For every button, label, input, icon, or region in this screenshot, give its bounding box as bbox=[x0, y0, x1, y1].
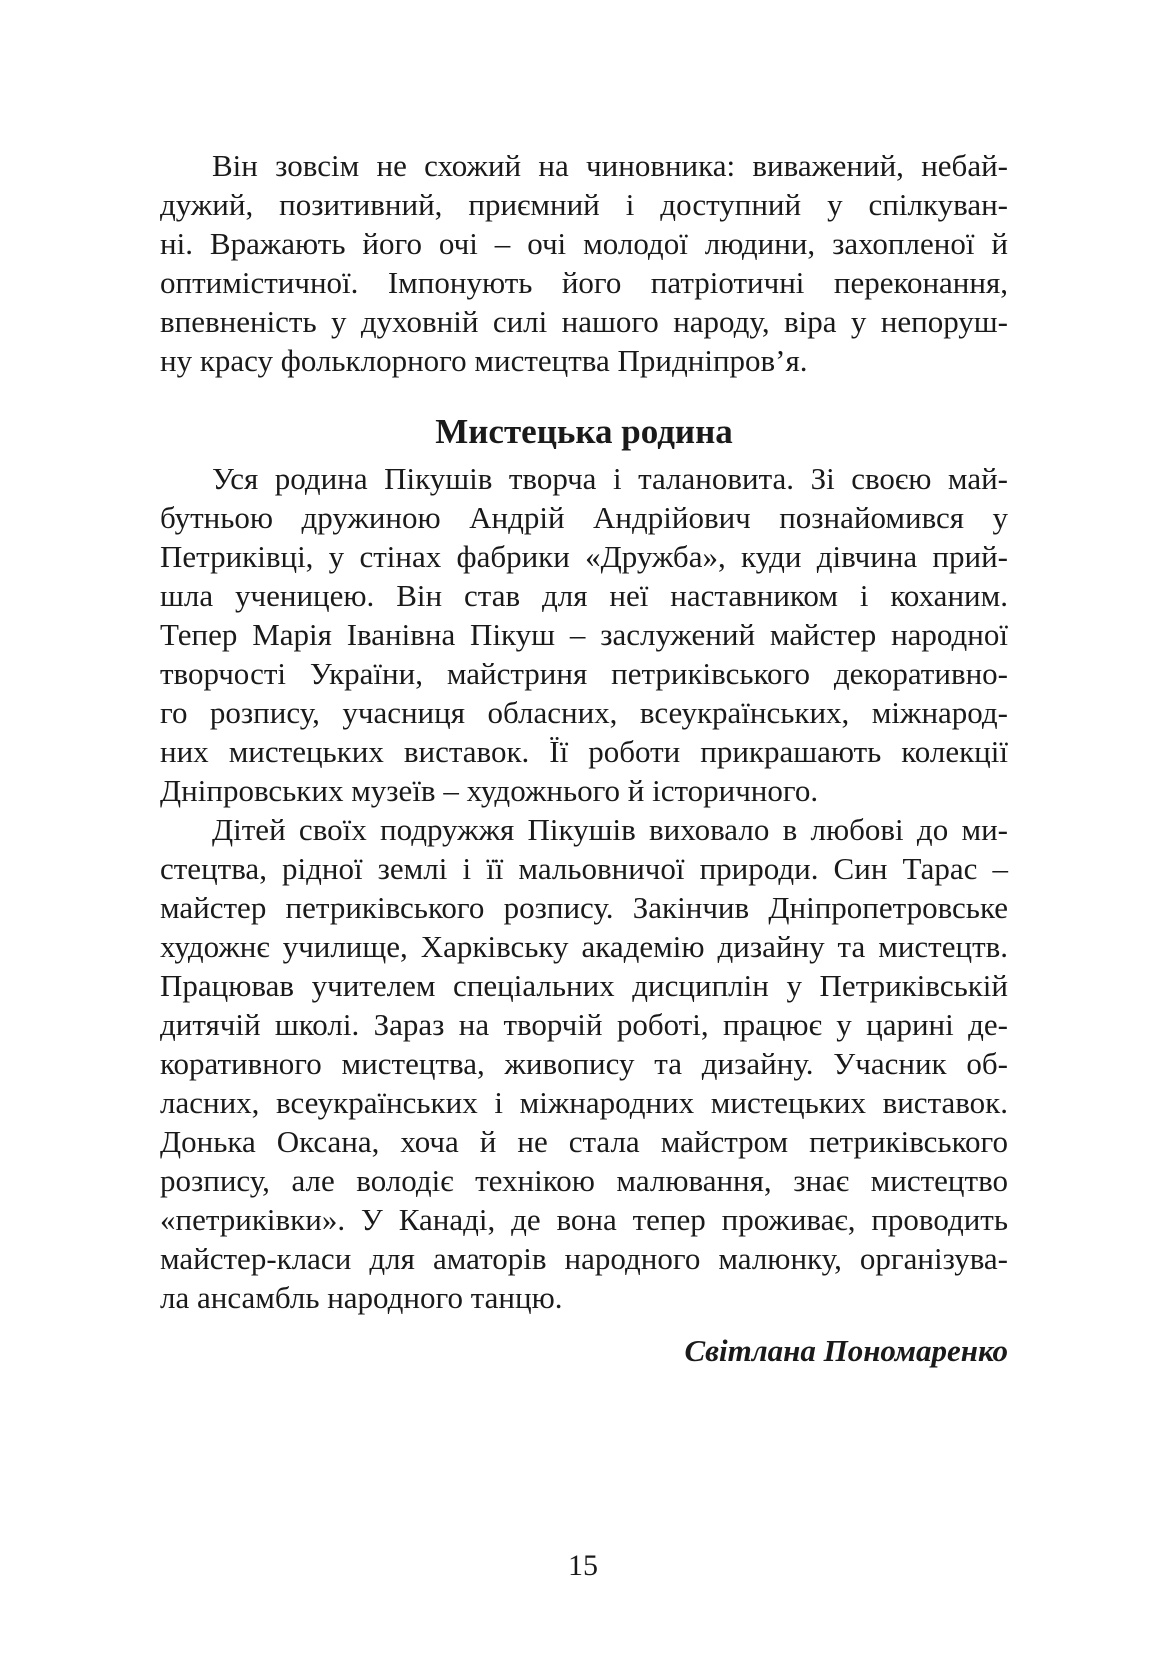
text-line: ла ансамбль народного танцю. bbox=[160, 1280, 563, 1315]
paragraph-children bbox=[160, 810, 1008, 1317]
text-line: художнє училище, Харківську академію дизайну та мистецтв. bbox=[160, 929, 1008, 964]
text-line: дужий, позитивний, приємний і доступний у спілкуван- bbox=[160, 187, 1008, 222]
text-line: шла ученицею. Він став для неї наставником і коханим. bbox=[160, 578, 1008, 613]
paragraph-intro bbox=[160, 146, 1008, 380]
text-line: ласних, всеукраїнських і міжнародних мистецьких виставок. bbox=[160, 1085, 1008, 1120]
text-line: Петриківці, у стінах фабрики «Дружба», куди дівчина прий- bbox=[160, 539, 1008, 574]
text-line: Він зовсім не схожий на чиновника: виважений, небай- bbox=[212, 148, 1008, 183]
page-number: 15 bbox=[568, 1549, 598, 1582]
text-line: ну красу фольклорного мистецтва Придніпров’я. bbox=[160, 343, 808, 378]
text-line: стецтва, рідної землі і її мальовничої природи. Син Тарас – bbox=[160, 851, 1008, 886]
paragraph-family bbox=[160, 459, 1008, 810]
text-line: коративного мистецтва, живопису та дизайну. Учасник об- bbox=[160, 1046, 1008, 1081]
text-line: дитячій школі. Зараз на творчій роботі, працює у царині де- bbox=[160, 1007, 1008, 1042]
text-line: го розпису, учасниця обласних, всеукраїнських, міжнарод- bbox=[160, 695, 1008, 730]
text-line: оптимістичної. Імпонують його патріотичні переконання, bbox=[160, 265, 1008, 300]
text-line: ні. Вражають його очі – очі молодої людини, захопленої й bbox=[160, 226, 1008, 261]
text-line: «петриківки». У Канаді, де вона тепер проживає, проводить bbox=[160, 1202, 1008, 1237]
text-line: них мистецьких виставок. Її роботи прикрашають колекції bbox=[160, 734, 1008, 769]
text-line: Тепер Марія Іванівна Пікуш – заслужений майстер народної bbox=[160, 617, 1008, 652]
text-line: Працював учителем спеціальних дисциплін у Петриківській bbox=[160, 968, 1008, 1003]
text-line: Дітей своїх подружжя Пікушів виховало в любові до ми- bbox=[212, 812, 1008, 847]
text-line: Уся родина Пікушів творча і талановита. Зі своєю май- bbox=[212, 461, 1008, 496]
text-line: Донька Оксана, хоча й не стала майстром петриківського bbox=[160, 1124, 1008, 1159]
text-line: творчості України, майстриня петриківського декоративно- bbox=[160, 656, 1008, 691]
text-line: бутньою дружиною Андрій Андрійович познайомився у bbox=[160, 500, 1008, 535]
author-signature: Світлана Пономаренко bbox=[684, 1333, 1008, 1368]
text-line: Дніпровських музеїв – художнього й історичного. bbox=[160, 773, 819, 808]
document-page bbox=[160, 146, 1008, 1370]
text-line: майстер-класи для аматорів народного малюнку, організува- bbox=[160, 1241, 1008, 1276]
text-line: впевненість у духовній силі нашого народу, віра у непоруш- bbox=[160, 304, 1008, 339]
text-line: майстер петриківського розпису. Закінчив Дніпропетровське bbox=[160, 890, 1008, 925]
text-line: розпису, але володіє технікою малювання, знає мистецтво bbox=[160, 1163, 1008, 1198]
section-heading: Мистецька родина bbox=[435, 412, 733, 451]
